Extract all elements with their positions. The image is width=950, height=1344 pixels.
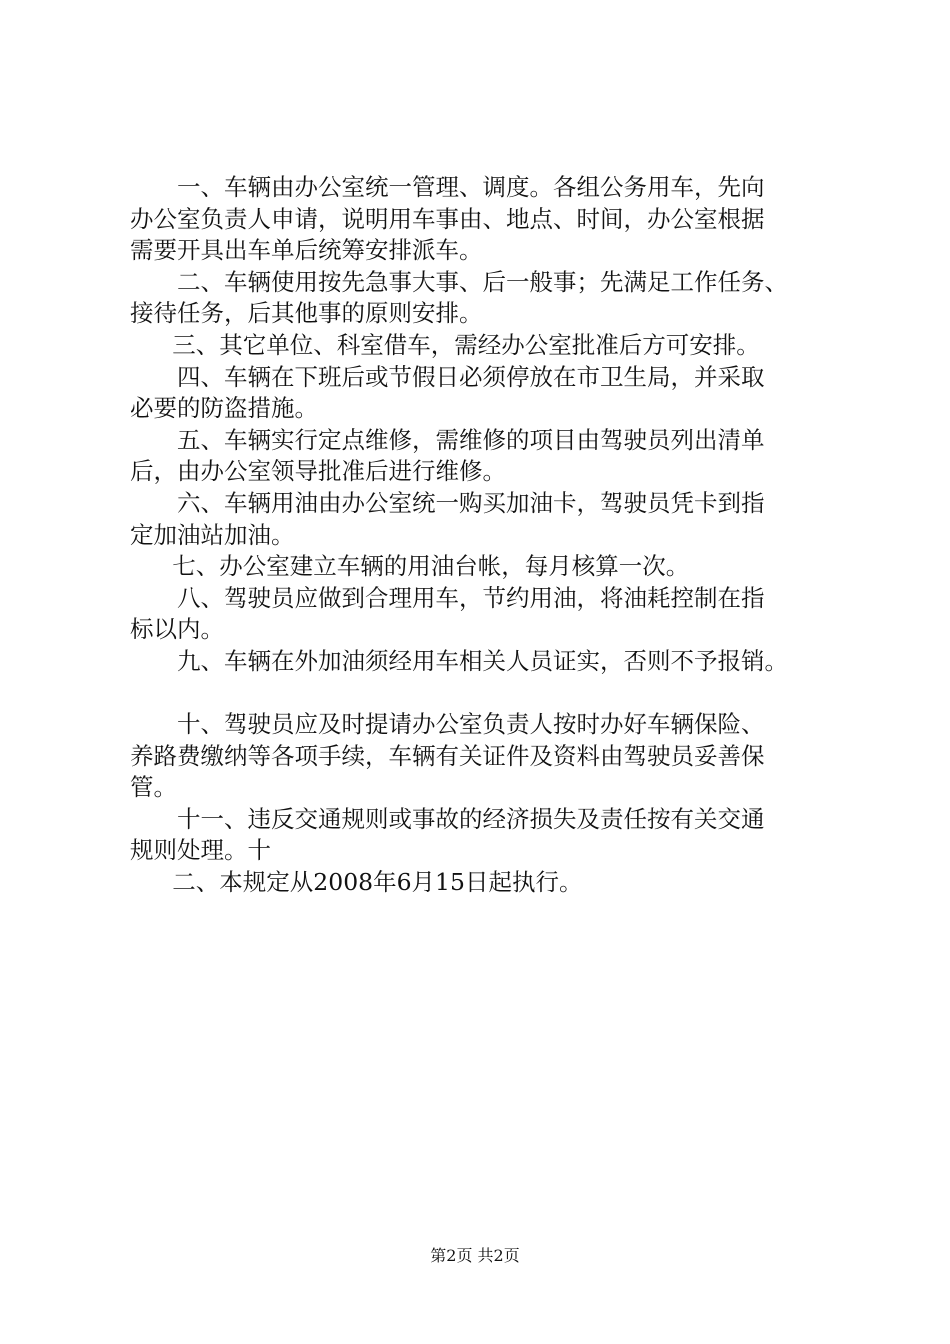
paragraph-9: 九、车辆在外加油须经用车相关人员证实，否则不予报销。 [177, 646, 788, 675]
paragraph-11: 十一、违反交通规则或事故的经济损失及责任按有关交通 规则处理。十 [130, 804, 765, 865]
document-body [130, 172, 846, 899]
paragraph-4: 四、车辆在下班后或节假日必须停放在市卫生局，并采取 必要的防盗措施。 [130, 362, 765, 423]
paragraph-2: 二、车辆使用按先急事大事、后一般事；先满足工作任务、 接待任务，后其他事的原则安排。 [130, 267, 788, 328]
paragraph-6: 六、车辆用油由办公室统一购买加油卡，驾驶员凭卡到指 定加油站加油。 [130, 488, 765, 549]
page-number-footer: 第2页 共2页 [430, 1246, 520, 1265]
paragraph-5: 五、车辆实行定点维修，需维修的项目由驾驶员列出清单 后，由办公室领导批准后进行维修。 [130, 425, 765, 486]
paragraph-1: 一、车辆由办公室统一管理、调度。各组公务用车，先向 办公室负责人申请，说明用车事由、地点、时间，办公室根据 需要开具出车单后统筹安排派车。 [130, 173, 765, 265]
paragraph-10: 十、驾驶员应及时提请办公室负责人按时办好车辆保险、 养路费缴纳等各项手续，车辆有关证件及资料由驾驶员妥善保 管。 [130, 710, 765, 802]
paragraph-12: 二、本规定从2008年6月15日起执行。 [172, 868, 583, 897]
paragraph-7: 七、办公室建立车辆的用油台帐，每月核算一次。 [172, 552, 690, 581]
paragraph-3: 三、其它单位、科室借车，需经办公室批准后方可安排。 [172, 330, 760, 359]
paragraph-8: 八、驾驶员应做到合理用车，节约用油，将油耗控制在指 标以内。 [130, 583, 765, 644]
